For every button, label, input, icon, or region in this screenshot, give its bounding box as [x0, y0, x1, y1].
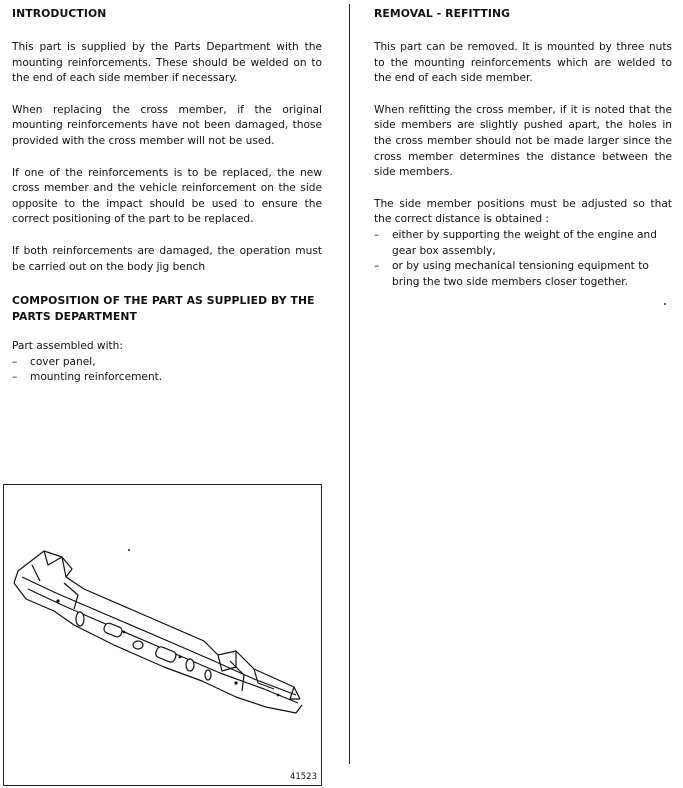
speck-mark-right [664, 303, 666, 305]
intro-paragraph-3: If one of the reinforcements is to be replaced, the new cross member and the vehicle reinforcement on the side opposite to the impact should be used to ensure the correct positioning of the part to be replaced. [12, 166, 322, 226]
intro-paragraph-4: If both reinforcements are damaged, the operation must be carried out on the body jig bench [12, 244, 322, 273]
figure-number: 41523 [289, 772, 317, 782]
removal-paragraph-1: This part can be removed. It is mounted by three nuts to the mounting reinforcements which are welded to the end of each side member. [374, 41, 672, 85]
composition-item-mounting-reinforcement: – mounting reinforcement. [12, 370, 322, 386]
composition-heading: COMPOSITION OF THE PART AS SUPPLIED BY THE PARTS DEPARTMENT [12, 294, 315, 324]
composition-intro: Part assembled with: [12, 340, 123, 353]
adjust-intro: The side member positions must be adjusted so that the correct distance is obtained : [374, 197, 672, 226]
intro-paragraph-1: This part is supplied by the Parts Department with the mounting reinforcements. These should be welded on to the end of each side member if necessary. [12, 41, 322, 85]
column-divider [349, 4, 350, 764]
adjust-item-support-weight: – either by supporting the weight of the engine and gear box assembly, [374, 228, 672, 259]
right-column [374, 6, 672, 290]
composition-list [12, 355, 322, 386]
composition-item-cover-panel: – cover panel, [12, 355, 322, 371]
removal-refitting-heading: REMOVAL - REFITTING [374, 7, 511, 20]
cross-member-figure [3, 484, 322, 786]
adjust-item-tensioning: – or by using mechanical tensioning equipment to bring the two side members closer together. [374, 259, 672, 290]
introduction-heading: INTRODUCTION [12, 7, 107, 20]
left-column [12, 6, 322, 386]
removal-paragraph-2: When refitting the cross member, if it is noted that the side members are slightly pushed apart, the holes in the cross member should not be made larger since the cross member determines the distance between the side members. [374, 103, 672, 179]
intro-paragraph-2: When replacing the cross member, if the original mounting reinforcements have not been damaged, those provided with the cross member will not be used. [12, 103, 322, 147]
cross-member-illustration [4, 485, 321, 785]
adjust-list [374, 228, 672, 290]
